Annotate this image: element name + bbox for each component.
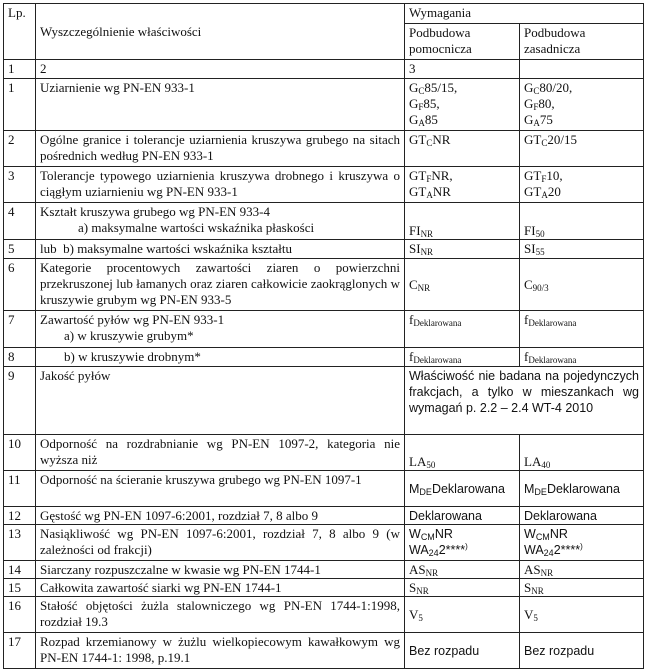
req-pomocnicza: $M_{DE}Deklarowana$ (405, 471, 520, 507)
row-desc: Rozpad krzemianowy w żużlu wielkopiecowym kawałkowym wg PN-EN 1744-1: 1998, p.19.1 (36, 633, 405, 669)
req-zasadnicza: $f_{Deklarowana}$ (520, 348, 644, 367)
req-pomocnicza: $GT_FNR$, $GT_ANR$ (405, 167, 520, 203)
row-lp: 1 (4, 79, 36, 131)
row-desc: Stałość objętości żużla stalowniczego wg PN-EN 1744-1:1998, rozdział 19.3 (36, 597, 405, 633)
req-zasadnicza: Bez rozpadu (520, 633, 644, 669)
table-row (4, 79, 644, 131)
row-desc-main: Kształt kruszywa grubego wg PN-EN 933-4 (40, 204, 270, 219)
req-pomocnicza: $V_5$ (405, 597, 520, 633)
table-row (4, 203, 644, 240)
row-desc (36, 311, 405, 348)
row-lp: 12 (4, 507, 36, 525)
req-pomocnicza: Bez rozpadu (405, 633, 520, 669)
row-desc: Gęstość wg PN-EN 1097-6:2001, rozdział 7, 8 albo 9 (36, 507, 405, 525)
row-desc-sub: b) maksymalne wartości wskaźnika kształtu (63, 241, 293, 256)
table-row (4, 471, 644, 507)
col-header-pomocnicza: Podbudowa pomocnicza (405, 24, 520, 60)
row-lp: 7 (4, 311, 36, 348)
table-row (4, 525, 644, 561)
row-lp: 5 (4, 240, 36, 259)
req-pomocnicza: $LA_{50}$ (405, 435, 520, 471)
row-lp: 11 (4, 471, 36, 507)
table-row (4, 435, 644, 471)
req-zasadnicza: Deklarowana (520, 507, 644, 525)
row-desc: Nasiąkliwość wg PN-EN 1097-6:2001, rozdział 7, 8 albo 9 (w zależności od frakcji) (36, 525, 405, 561)
table-row (4, 633, 644, 669)
property-header: Wyszczególnienie właściwości (36, 4, 405, 60)
req-pomocnicza: Deklarowana (405, 507, 520, 525)
row-desc (36, 240, 405, 259)
col-number-3b (520, 60, 644, 79)
row-desc: Uziarnienie wg PN-EN 933-1 (36, 79, 405, 131)
row-desc-main: Zawartość pyłów wg PN-EN 933-1 (40, 312, 225, 327)
table-row (4, 259, 644, 311)
req-pomocnicza: $SI_{NR}$ (405, 240, 520, 259)
req-zasadnicza: $f_{Deklarowana}$ (520, 311, 644, 348)
req-zasadnicza: $LA_{40}$ (520, 435, 644, 471)
req-pomocnicza: $f_{Deklarowana}$ (405, 348, 520, 367)
row-desc: Tolerancje typowego uziarnienia kruszywa drobnego i kruszywa o ciągłym uziarnieniu wg PN-EN 933-1 (36, 167, 405, 203)
row-desc-connector: lub (40, 241, 57, 256)
row-desc: Kategorie procentowych zawartości ziaren o powierzchni przekruszonej lub łamanych oraz ziaren całkowicie zaokrąglonych w kruszywie grubym wg PN-EN 933-5 (36, 259, 405, 311)
row-lp: 17 (4, 633, 36, 669)
row-desc-sub: a) w kruszywie grubym* (64, 328, 194, 343)
row-lp: 16 (4, 597, 36, 633)
row-lp: 8 (4, 348, 36, 367)
row-lp: 13 (4, 525, 36, 561)
req-pomocnicza: $S_{NR}$ (405, 579, 520, 597)
row-desc-sub: a) maksymalne wartości wskaźnika płaskości (78, 220, 315, 235)
req-zasadnicza: $SI_{55}$ (520, 240, 644, 259)
req-zasadnicza: $G_C80/20$, $G_F80$, $G_A75$ (520, 79, 644, 131)
req-zasadnicza: $AS_{NR}$ (520, 561, 644, 579)
lp-header: Lp. (4, 4, 36, 60)
req-pomocnicza: $f_{Deklarowana}$ (405, 311, 520, 348)
req-pomocnicza: $W_{CM}NR$ $WA_{24}2****^)$ (405, 525, 520, 561)
req-zasadnicza: $C_{90/3}$ (520, 259, 644, 311)
row-desc: Odporność na ścieranie kruszywa grubego wg PN-EN 1097-1 (36, 471, 405, 507)
row-desc: Całkowita zawartość siarki wg PN-EN 1744-1 (36, 579, 405, 597)
row-desc: Odporność na rozdrabnianie wg PN-EN 1097-2, kategoria nie wyższa niż (36, 435, 405, 471)
table-row (4, 597, 644, 633)
row-lp: 6 (4, 259, 36, 311)
req-pomocnicza: $AS_{NR}$ (405, 561, 520, 579)
req-pomocnicza: $C_{NR}$ (405, 259, 520, 311)
row-desc: Siarczany rozpuszczalne w kwasie wg PN-EN 1744-1 (36, 561, 405, 579)
row-lp: 2 (4, 131, 36, 167)
req-merged: Właściwość nie badana na pojedynczych frakcjach, a tylko w mieszankach wg wymagań p. 2.2 – 2.4 WT-4 2010 (405, 367, 644, 435)
row-lp: 9 (4, 367, 36, 435)
col-number-3: 3 (405, 60, 520, 79)
table-row (4, 240, 644, 259)
req-zasadnicza: $FI_{50}$ (520, 203, 644, 240)
row-lp: 10 (4, 435, 36, 471)
table-row (4, 561, 644, 579)
table-row (4, 367, 644, 435)
table-row (4, 507, 644, 525)
row-lp: 3 (4, 167, 36, 203)
col-header-zasadnicza: Podbudowa zasadnicza (520, 24, 644, 60)
col-number-1: 1 (4, 60, 36, 79)
table-row (4, 579, 644, 597)
req-zasadnicza: $S_{NR}$ (520, 579, 644, 597)
requirements-table (3, 3, 644, 669)
column-number-row (4, 60, 644, 79)
req-zasadnicza: $GT_C20/15$ (520, 131, 644, 167)
row-lp: 15 (4, 579, 36, 597)
table-row (4, 131, 644, 167)
req-zasadnicza: $V_5$ (520, 597, 644, 633)
table-row (4, 348, 644, 367)
table-row (4, 311, 644, 348)
row-desc: Jakość pyłów (36, 367, 405, 435)
req-zasadnicza: $W_{CM}NR$ $WA_{24}2****^)$ (520, 525, 644, 561)
row-lp: 14 (4, 561, 36, 579)
req-pomocnicza: $FI_{NR}$ (405, 203, 520, 240)
row-desc: Ogólne granice i tolerancje uziarnienia kruszywa grubego na sitach pośrednich według PN-EN 933-1 (36, 131, 405, 167)
req-pomocnicza: $G_C85/15$, $G_F85$, $G_A85$ (405, 79, 520, 131)
row-desc (36, 203, 405, 240)
row-desc (36, 348, 405, 367)
req-pomocnicza: $GT_CNR$ (405, 131, 520, 167)
requirements-header: Wymagania (405, 4, 644, 24)
req-zasadnicza: $GT_F10$, $GT_A20$ (520, 167, 644, 203)
row-desc-sub: b) w kruszywie drobnym* (64, 349, 201, 364)
header-row (4, 4, 644, 24)
req-zasadnicza: $M_{DE}Deklarowana$ (520, 471, 644, 507)
table-row (4, 167, 644, 203)
col-number-2: 2 (36, 60, 405, 79)
row-lp: 4 (4, 203, 36, 240)
